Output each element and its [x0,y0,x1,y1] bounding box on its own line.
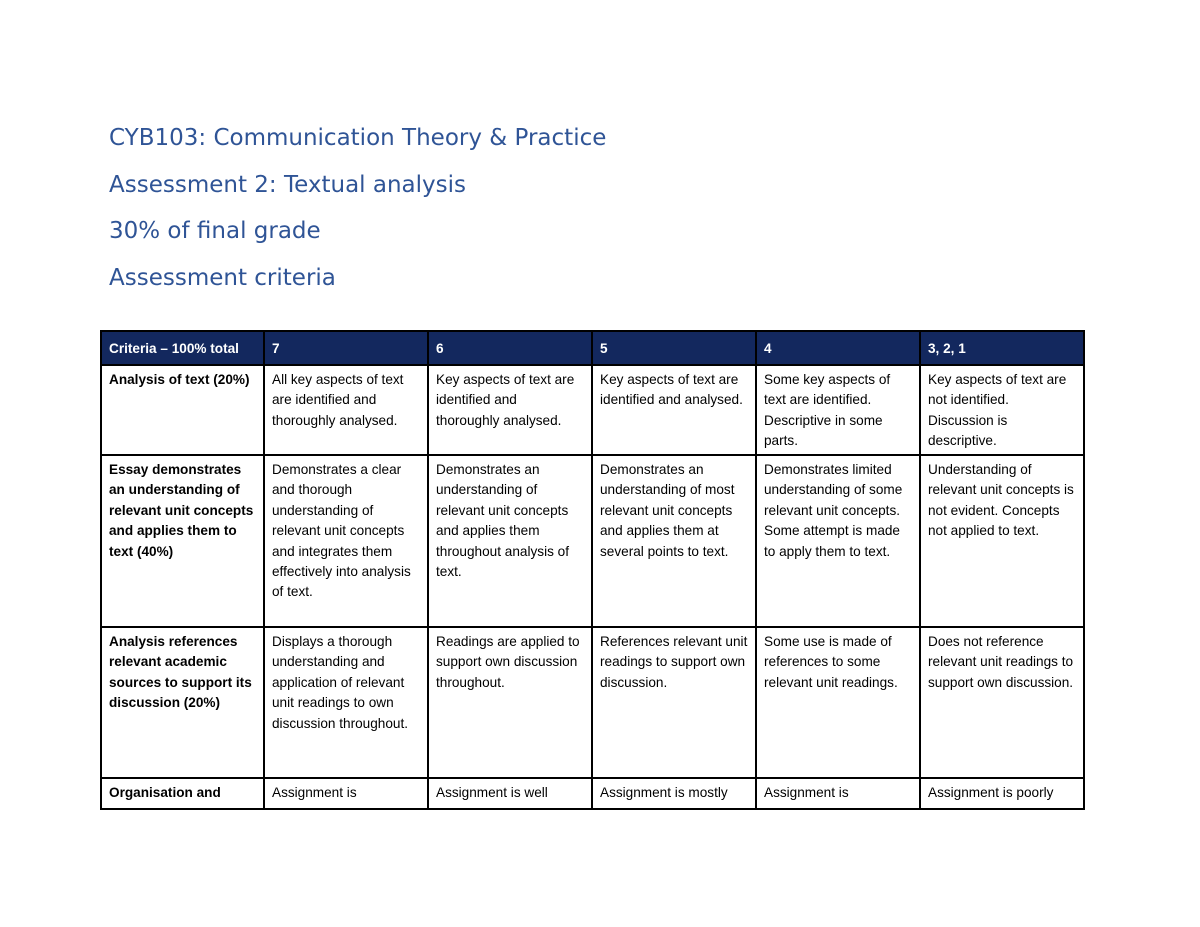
table-header-row [101,331,1084,365]
grade-weighting: 30% of final grade [109,218,321,244]
header-grade-7: 7 [264,331,428,365]
descriptor-cell: Does not reference relevant unit readings to support own discussion. [920,627,1084,778]
criterion-cell: Analysis of text (20%) [101,365,264,455]
descriptor-cell: Understanding of relevant unit concepts is not evident. Concepts not applied to text. [920,455,1084,627]
header-grade-6: 6 [428,331,592,365]
descriptor-cell: Readings are applied to support own discussion throughout. [428,627,592,778]
header-grade-5: 5 [592,331,756,365]
descriptor-cell: Some use is made of references to some relevant unit readings. [756,627,920,778]
descriptor-cell: Demonstrates an understanding of relevant unit concepts and applies them throughout analysis of text. [428,455,592,627]
descriptor-cell: References relevant unit readings to support own discussion. [592,627,756,778]
header-grade-3-2-1: 3, 2, 1 [920,331,1084,365]
descriptor-cell: Displays a thorough understanding and application of relevant unit readings to own discussion throughout. [264,627,428,778]
header-criteria: Criteria – 100% total [101,331,264,365]
section-title: Assessment criteria [109,264,336,291]
descriptor-cell: Demonstrates an understanding of most relevant unit concepts and applies them at several points to text. [592,455,756,627]
descriptor-cell: Demonstrates a clear and thorough understanding of relevant unit concepts and integrates them effectively into analysis of text. [264,455,428,627]
descriptor-cell: Demonstrates limited understanding of some relevant unit concepts. Some attempt is made to apply them to text. [756,455,920,627]
table-row [101,627,1084,778]
descriptor-cell: Assignment is [264,778,428,809]
table-row [101,455,1084,627]
descriptor-cell: Assignment is [756,778,920,809]
descriptor-cell: Key aspects of text are identified and analysed. [592,365,756,455]
document-headings [109,124,606,310]
descriptor-cell: All key aspects of text are identified and thoroughly analysed. [264,365,428,455]
descriptor-cell: Key aspects of text are not identified. Discussion is descriptive. [920,365,1084,455]
header-grade-4: 4 [756,331,920,365]
descriptor-cell: Some key aspects of text are identified. Descriptive in some parts. [756,365,920,455]
unit-title: CYB103: Communication Theory & Practice [109,125,607,151]
descriptor-cell: Key aspects of text are identified and thoroughly analysed. [428,365,592,455]
criterion-cell: Organisation and [101,778,264,809]
table-row [101,778,1084,809]
descriptor-cell: Assignment is poorly [920,778,1084,809]
criterion-cell: Essay demonstrates an understanding of relevant unit concepts and applies them to text (40%) [101,455,264,627]
descriptor-cell: Assignment is well [428,778,592,809]
descriptor-cell: Assignment is mostly [592,778,756,809]
table-row [101,365,1084,455]
criterion-cell: Analysis references relevant academic sources to support its discussion (20%) [101,627,264,778]
assessment-title: Assessment 2: Textual analysis [109,171,466,198]
assessment-criteria-table [100,330,1085,810]
